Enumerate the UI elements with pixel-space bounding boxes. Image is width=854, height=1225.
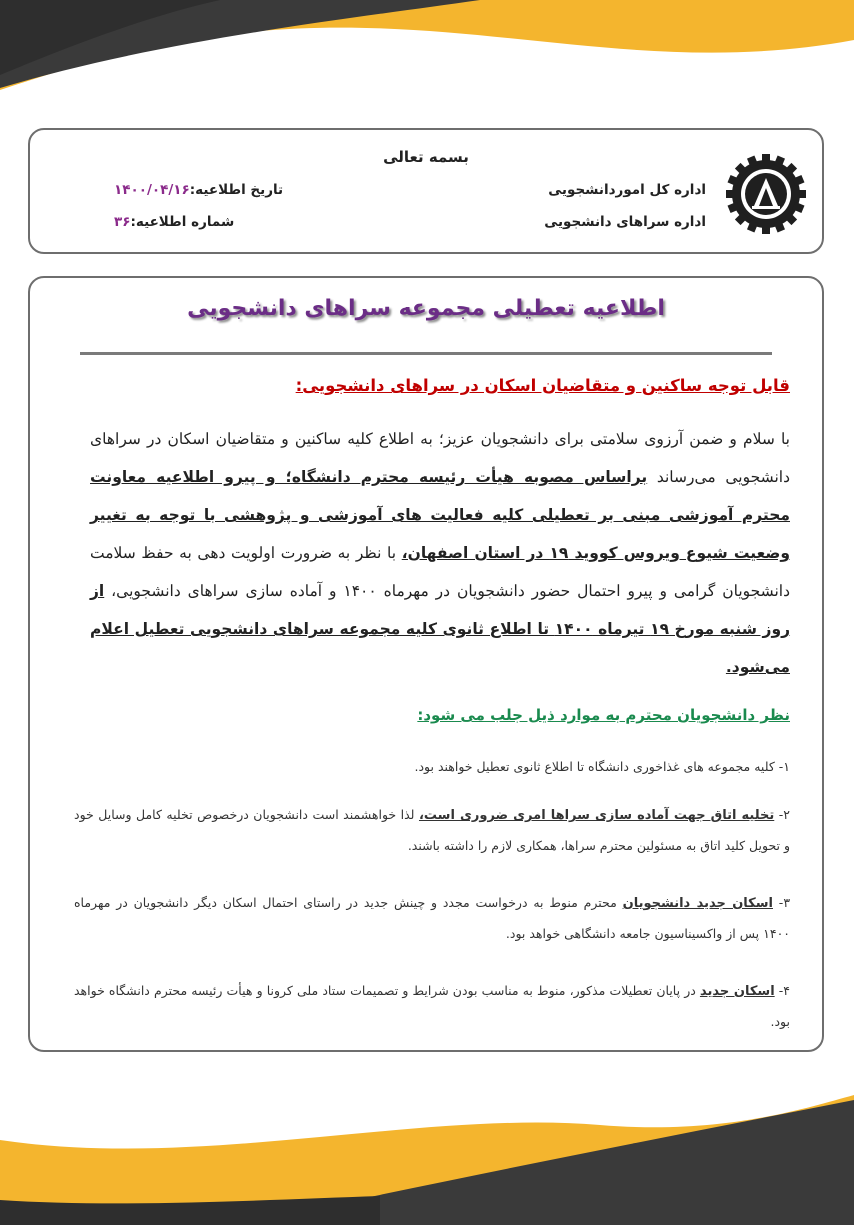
notice-date [114, 182, 283, 198]
org-line-1: اداره کل اموردانشجویی [548, 182, 706, 198]
notice-number [114, 214, 234, 230]
date-value: ۱۴۰۰/۰۴/۱۶ [114, 182, 190, 198]
notice-title: اطلاعیه تعطیلی مجموعه سراهای دانشجویی [187, 296, 665, 321]
header-box [28, 128, 824, 254]
number-label: شماره اطلاعیه: [130, 214, 235, 230]
item-bold: اسکان جدید [699, 984, 775, 999]
item-number: ۱- [774, 759, 790, 774]
item-number: ۳- [772, 895, 791, 910]
item-number: ۲- [774, 807, 790, 822]
list-item [74, 888, 790, 949]
header-title: بسمه تعالی [383, 148, 469, 166]
list-item [74, 800, 790, 861]
org-line-2: اداره سراهای دانشجویی [544, 214, 706, 230]
list-item [74, 976, 790, 1037]
date-label: تاریخ اطلاعیه: [189, 182, 284, 198]
notice-body [90, 420, 790, 686]
notice-box [28, 276, 824, 1052]
item-text: محترم منوط به درخواست مجدد و چینش جدید در راستای احتمال اسکان دیگر دانشجویان در مهرماه ۱۴۰۰ پس از واکسیناسیون جامعه دانشگاهی خواهد بود. [74, 895, 790, 941]
body-part-1: با سلام و ضمن آرزوی سلامتی برای دانشجویان عزیز؛ به اطلاع کلیه ساکنین و متقاضیان اسکان در سراهای دانشجویی می‌رساند [90, 430, 790, 486]
item-number: ۴- [774, 983, 790, 998]
body-bold-1: براساس مصوبه هیأت رئیسه محترم دانشگاه؛ و پیرو اطلاعیه معاونت محترم آموزشی مبنی بر تعطیلی کلیه فعالیت های آموزشی و پژوهشی با توجه به تغییر وضعیت شیوع ویروس کووید ۱۹ در استان اصفهان، [90, 468, 790, 562]
item-text: در پایان تعطیلات مذکور، منوط به مناسب بودن شرایط و تصمیمات ستاد ملی کرونا و هیأت رئیسه محترم دانشگاه خواهد بود. [74, 983, 790, 1029]
item-text: لذا خواهشمند است دانشجویان درخصوص تخلیه کامل وسایل خود و تحویل کلید اتاق به مسئولین محترم سراها، همکاری لازم را داشته باشند. [74, 807, 790, 853]
item-bold: اسکان جدید دانشجویان [622, 896, 773, 911]
list-item [74, 752, 790, 782]
audience-heading: قابل توجه ساکنین و متقاضیان اسکان در سراهای دانشجویی: [295, 376, 790, 395]
divider [80, 352, 772, 355]
number-value: ۳۶ [114, 214, 131, 230]
body-part-2: با نظر به ضرورت اولویت دهی به حفظ سلامت دانشجویان گرامی و پیرو احتمال حضور دانشجویان در مهرماه ۱۴۰۰ و آماده سازی سراهای دانشجویی، [90, 544, 790, 600]
item-bold: تخلیه اتاق جهت آماده سازی سراها امری ضروری است، [418, 808, 775, 823]
body-bold-2: از روز شنبه مورخ ۱۹ تیرماه ۱۴۰۰ تا اطلاع ثانوی کلیه مجموعه سراهای دانشجویی تعطیل اعلام می‌شود. [90, 582, 791, 676]
top-decoration [0, 0, 854, 110]
attention-heading: نظر دانشجویان محترم به موارد ذیل جلب می شود: [417, 706, 790, 724]
item-text: کلیه مجموعه های غذاخوری دانشگاه تا اطلاع ثانوی تعطیل خواهند بود. [414, 759, 775, 774]
